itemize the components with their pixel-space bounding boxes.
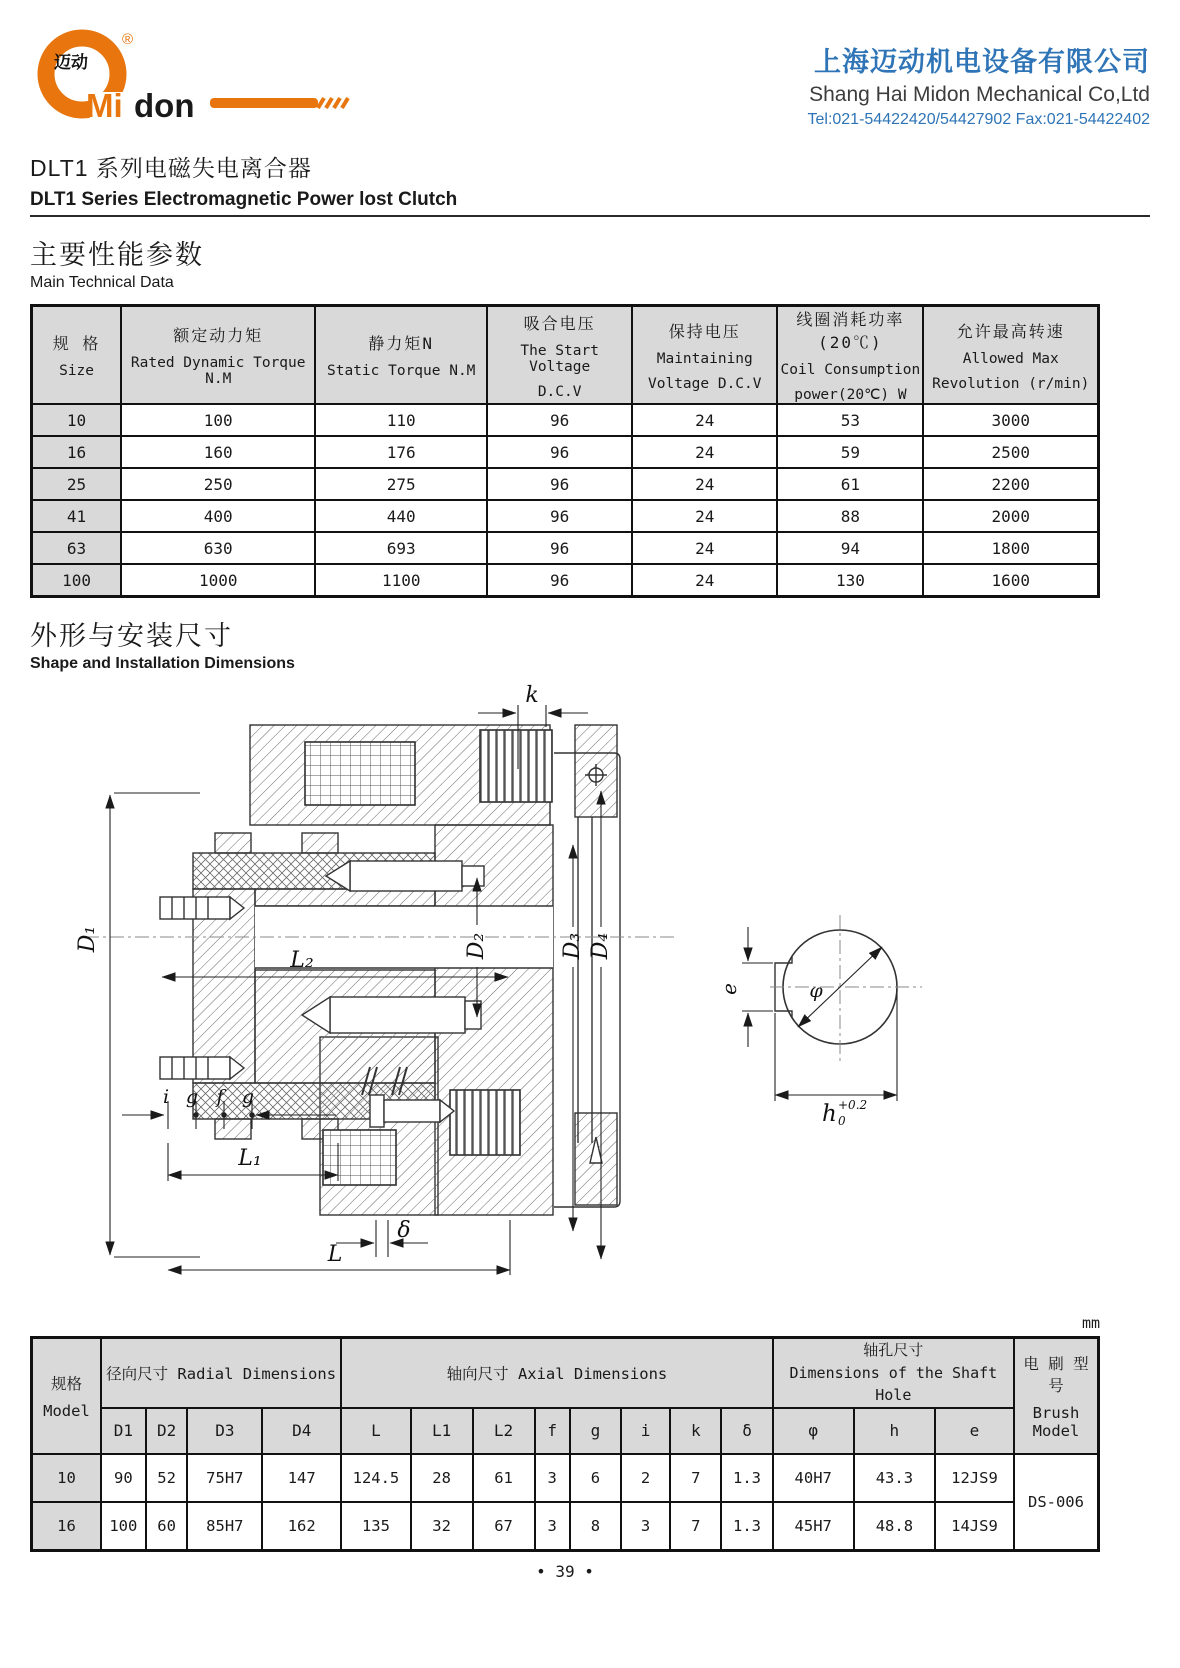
dim-label-phi: φ [809, 980, 823, 1002]
value-cell: 2200 [923, 468, 1098, 500]
value-cell: 6 [570, 1454, 621, 1502]
size-cell: 10 [32, 1454, 101, 1502]
value-cell: 96 [487, 532, 632, 564]
value-cell: 693 [315, 532, 487, 564]
value-cell: 48.8 [854, 1502, 935, 1551]
value-cell: 3 [535, 1502, 570, 1551]
dim-label-i: i [162, 1086, 170, 1108]
col-e: e [935, 1408, 1014, 1454]
value-cell: 61 [777, 468, 923, 500]
table-row [32, 1454, 1099, 1502]
col-label: Model [43, 1401, 90, 1420]
size-cell: 10 [32, 404, 122, 436]
dim-label-e: e [717, 983, 741, 995]
value-cell: 53 [777, 404, 923, 436]
unit-label: mm [1081, 1314, 1100, 1332]
value-cell: 24 [632, 404, 777, 436]
col-L2: L2 [473, 1408, 535, 1454]
company-name-en: Shang Hai Midon Mechanical Co,Ltd [809, 83, 1150, 106]
dimension-drawing [30, 675, 1150, 1300]
col-label: 电 刷 型 号 [1023, 1354, 1089, 1395]
value-cell: 59 [777, 436, 923, 468]
col-maintaining-voltage [632, 306, 777, 405]
value-cell: 2 [621, 1454, 670, 1502]
midon-logo-icon [30, 22, 450, 140]
value-cell: 100 [121, 404, 315, 436]
dim-label-h: h [822, 1101, 837, 1127]
col-label: Rated Dynamic Torque N.M [130, 355, 306, 387]
section2-title-cn: 外形与安装尺寸 [30, 621, 233, 651]
col-label: D.C.V [537, 383, 582, 400]
value-cell: 3000 [923, 404, 1098, 436]
table-header-row [32, 306, 1099, 405]
value-cell: 250 [121, 468, 315, 500]
col-delta: δ [721, 1408, 772, 1454]
value-cell: 96 [487, 436, 632, 468]
col-label: Revolution (r/min) [932, 375, 1090, 392]
dim-label-g2: g [241, 1086, 255, 1108]
value-cell: 94 [777, 532, 923, 564]
value-cell: 28 [411, 1454, 473, 1502]
value-cell: 67 [473, 1502, 535, 1551]
col-label: Voltage D.C.V [648, 375, 762, 392]
value-cell: 400 [121, 500, 315, 532]
value-cell: 130 [777, 564, 923, 597]
value-cell: 32 [411, 1502, 473, 1551]
logo-don-text: don [134, 87, 195, 124]
dim-label-h-tol-upper: +0.2 [838, 1098, 868, 1112]
col-label: 线圈消耗功率(20℃) [796, 310, 905, 352]
value-cell: 440 [315, 500, 487, 532]
clutch-body [160, 725, 897, 1215]
value-cell: 40H7 [773, 1454, 854, 1502]
value-cell: 14JS9 [935, 1502, 1014, 1551]
col-L1: L1 [411, 1408, 473, 1454]
value-cell: 1800 [923, 532, 1098, 564]
value-cell: 24 [632, 532, 777, 564]
col-D1: D1 [101, 1408, 146, 1454]
value-cell: 96 [487, 564, 632, 597]
value-cell: 52 [146, 1454, 188, 1502]
value-cell: 7 [670, 1502, 721, 1551]
value-cell: 43.3 [854, 1454, 935, 1502]
product-title-cn: DLT1 系列电磁失电离合器 [30, 155, 312, 181]
value-cell: 3 [621, 1502, 670, 1551]
col-label: 允许最高转速 [956, 321, 1065, 341]
group-axial-dimensions: 轴向尺寸 Axial Dimensions [341, 1338, 772, 1408]
logo-tail-bar [210, 98, 318, 108]
col-label: 静力矩N [368, 334, 435, 353]
col-rated-torque [121, 306, 315, 405]
value-cell: 88 [777, 500, 923, 532]
col-D2: D2 [146, 1408, 188, 1454]
group-radial-dimensions: 径向尺寸 Radial Dimensions [101, 1338, 341, 1408]
col-coil-power [777, 306, 923, 405]
dim-label-d3: D₃ [560, 932, 585, 960]
col-size [32, 306, 122, 405]
company-name-cn: 上海迈动机电设备有限公司 [814, 47, 1150, 77]
page-number: • 39 • [536, 1561, 594, 1581]
value-cell: 630 [121, 532, 315, 564]
col-D4: D4 [262, 1408, 341, 1454]
main-technical-table [30, 304, 1100, 598]
dim-label-d2: D₂ [464, 932, 489, 960]
value-cell: 45H7 [773, 1502, 854, 1551]
col-label: 轴孔尺寸 [863, 1341, 924, 1359]
value-cell: 90 [101, 1454, 146, 1502]
col-start-voltage [487, 306, 632, 405]
registered-icon: ® [122, 31, 134, 48]
dim-label-l: L [327, 1242, 343, 1267]
col-h: h [854, 1408, 935, 1454]
value-cell: 96 [487, 468, 632, 500]
col-D3: D3 [187, 1408, 262, 1454]
col-label: The Start Voltage [520, 342, 599, 375]
section1-title-cn: 主要性能参数 [30, 240, 204, 270]
value-cell: 1100 [315, 564, 487, 597]
table-row [32, 564, 1099, 597]
table-row [32, 404, 1099, 436]
value-cell: 96 [487, 404, 632, 436]
section1-title-en: Main Technical Data [30, 274, 174, 291]
value-cell: 2500 [923, 436, 1098, 468]
col-model [32, 1338, 101, 1454]
col-phi: φ [773, 1408, 854, 1454]
logo-cn-text: 迈动 [54, 53, 88, 72]
table-header-row [32, 1338, 1099, 1408]
table-row [32, 500, 1099, 532]
col-label: 规格 [50, 1374, 82, 1393]
value-cell: 110 [315, 404, 487, 436]
group-shaft-hole-dimensions [773, 1338, 1014, 1408]
value-cell: 135 [341, 1502, 410, 1551]
dim-label-f: f [216, 1086, 224, 1108]
col-label: 额定动力矩 [173, 326, 264, 345]
value-cell: 1.3 [721, 1454, 772, 1502]
col-label: Static Torque N.M [327, 363, 476, 379]
brush-model-cell: DS-006 [1014, 1454, 1099, 1551]
col-f: f [535, 1408, 570, 1454]
col-label: 规 格 [52, 334, 101, 353]
value-cell: 7 [670, 1454, 721, 1502]
logo-mi-text: Mi [86, 87, 123, 124]
col-k: k [670, 1408, 721, 1454]
col-label: Maintaining [656, 350, 753, 367]
product-title-en: DLT1 Series Electromagnetic Power lost Clutch [30, 189, 1150, 217]
table-row [32, 532, 1099, 564]
col-label: 吸合电压 [523, 313, 596, 333]
size-cell: 16 [32, 436, 122, 468]
col-label: power(20℃) W [794, 387, 907, 403]
col-label: Coil Consumption [780, 362, 921, 378]
value-cell: 147 [262, 1454, 341, 1502]
dim-label-k: k [525, 683, 539, 708]
value-cell: 75H7 [187, 1454, 262, 1502]
col-i: i [621, 1408, 670, 1454]
page-header [30, 22, 1150, 140]
table-subheader-row [32, 1408, 1099, 1454]
dim-label-l2: L₂ [290, 948, 314, 973]
col-label: Allowed Max [962, 350, 1059, 367]
section2-title-en: Shape and Installation Dimensions [30, 655, 295, 672]
col-L: L [341, 1408, 410, 1454]
col-max-revolution [923, 306, 1098, 405]
col-label: Dimensions of the Shaft Hole [789, 1363, 998, 1404]
table-row [32, 436, 1099, 468]
size-cell: 41 [32, 500, 122, 532]
logo-tail-stripes [318, 98, 348, 108]
col-g: g [570, 1408, 621, 1454]
company-contact: Tel:021-54422420/54427902 Fax:021-54422402 [807, 111, 1150, 128]
value-cell: 176 [315, 436, 487, 468]
value-cell: 1.3 [721, 1502, 772, 1551]
table-row [32, 1502, 1099, 1551]
col-static-torque [315, 306, 487, 405]
dimension-table [30, 1336, 1100, 1552]
value-cell: 3 [535, 1454, 570, 1502]
dim-label-d1: D₁ [75, 925, 100, 953]
value-cell: 24 [632, 564, 777, 597]
value-cell: 24 [632, 500, 777, 532]
size-cell: 63 [32, 532, 122, 564]
value-cell: 100 [101, 1502, 146, 1551]
value-cell: 124.5 [341, 1454, 410, 1502]
dim-label-l1: L₁ [238, 1146, 262, 1171]
col-label: Size [59, 363, 95, 379]
size-cell: 25 [32, 468, 122, 500]
clutch-cross-section-drawing [30, 675, 1150, 1295]
dim-label-delta: δ [397, 1218, 411, 1243]
value-cell: 85H7 [187, 1502, 262, 1551]
value-cell: 2000 [923, 500, 1098, 532]
midon-logo [30, 22, 450, 140]
value-cell: 1000 [121, 564, 315, 597]
value-cell: 12JS9 [935, 1454, 1014, 1502]
dim-label-g1: g [185, 1086, 199, 1108]
dim-label-d4: D₄ [588, 932, 613, 960]
value-cell: 275 [315, 468, 487, 500]
size-cell: 16 [32, 1502, 101, 1551]
value-cell: 60 [146, 1502, 188, 1551]
value-cell: 24 [632, 468, 777, 500]
size-cell: 100 [32, 564, 122, 597]
value-cell: 162 [262, 1502, 341, 1551]
value-cell: 8 [570, 1502, 621, 1551]
value-cell: 61 [473, 1454, 535, 1502]
value-cell: 1600 [923, 564, 1098, 597]
company-block [807, 40, 1150, 129]
value-cell: 96 [487, 500, 632, 532]
value-cell: 24 [632, 436, 777, 468]
dim-label-h-tol-lower: 0 [838, 1114, 846, 1128]
col-label: Brush Model [1032, 1403, 1080, 1440]
col-brush-model [1014, 1338, 1099, 1454]
value-cell: 160 [121, 436, 315, 468]
col-label: 保持电压 [668, 321, 741, 341]
table-row [32, 468, 1099, 500]
